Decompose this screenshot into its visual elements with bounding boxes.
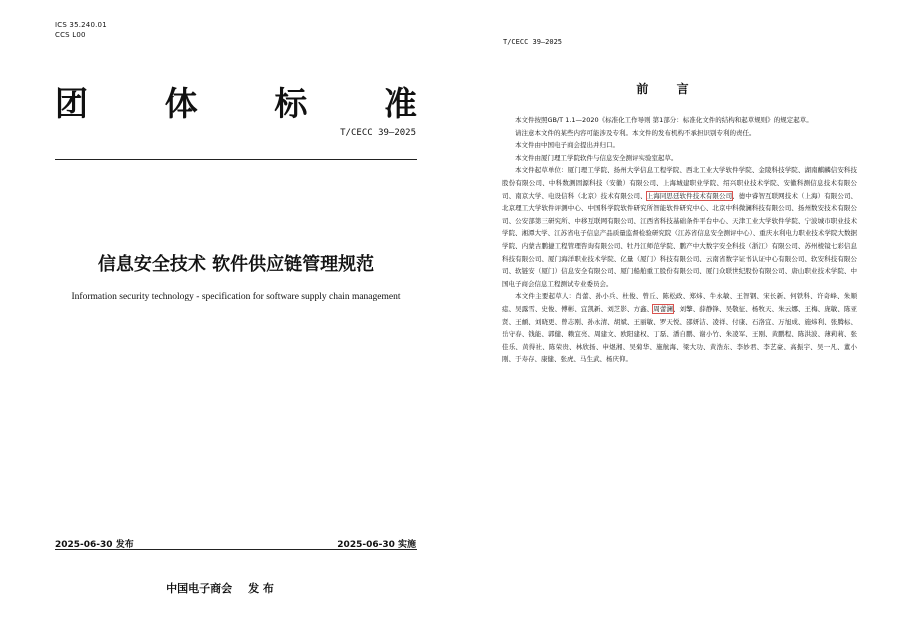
paragraph-patent-notice: 请注意本文件的某些内容可能涉及专利。本文件的发布机构不承担识别专利的责任。 (515, 128, 756, 137)
implementation-date: 2025-06-30 实施 (337, 540, 416, 550)
paragraph-drafting-lab: 本文件由厦门理工学院软件与信息安全测评实验室起草。 (515, 153, 678, 162)
title-char-3: 标 (274, 84, 308, 123)
paragraph-drafters (502, 290, 857, 366)
foreword-heading: 前 言 (636, 82, 701, 96)
highlighted-unit: 上海同思廷软件技术有限公司 (646, 191, 733, 200)
group-standard-title (55, 78, 417, 125)
foreword-body (502, 114, 857, 366)
drafters-part-2: 、刘擎、薛静锋、吴敬征、杨牧天、朱云娜、王梅、庞敏、陈亚贤、王頔、刘晓更、曾志刚、孙永清、胡斌、王丽敏、罗天悦、邵妍洁、凌祥、付康、石洛宜、万旭成、施炜利、张腾标、岳守春、钱能、郭健、赖宜亮、周建文、欧阳建权、丁磊、潘自鹏、谢小竹、朱凌军、王刚、黄鹏程、陈洪波、薄莉莉、张佳乐、黄得社、陈荣贵、林欣扬、申煜湘、吴菊华、施航海、梁大功、黄浩东、李妙君、李艺豪、高振宇、吴一凡、董小刚、于寿存、康健、张虎、马生武、杨庆仰。 (502, 304, 858, 364)
paragraph-gb-reference: 本文件按照GB/T 1.1—2020《标准化工作导则 第1部分：标准化文件的结构和起草规则》的规定起草。 (515, 116, 813, 124)
publisher-name: 中国电子商会 (166, 582, 233, 595)
document-title: 信息安全技术 软件供应链管理规范 (97, 254, 375, 275)
ics-code: ICS 35.240.01 (55, 21, 107, 29)
cover-page (0, 0, 440, 634)
top-divider (55, 159, 417, 160)
drafters-part-1: 本文件主要起草人：肖蕾、孙小兵、杜俊、曾丘、陈松政、郑炜、牛永敏、王智钢、宋长新、何铁科、许奇峰、朱顺痣、吴露雪、史俊、傅彬、宜凯新、刘芝影、方鑫、 (502, 292, 857, 313)
bottom-divider (55, 549, 417, 550)
publisher-line (0, 580, 440, 596)
ccs-code: CCS L00 (55, 31, 86, 39)
title-char-4: 准 (383, 84, 417, 123)
units-part-1: 本文件起草单位：厦门理工学院、扬州大学信息工程学院、西北工业大学软件学院、金陵科技学院、湖南麒麟信安科技股份有限公司、中科数测固源科技（安徽）有限公司、上海城建职业学院、绍兴职业技术学院、安徽科测信息技术有限公司、南京大学、电设信科（北京）技术有限公司、 (502, 166, 857, 200)
paragraph-proposer: 本文件由中国电子商会提出并归口。 (515, 141, 619, 150)
title-char-2: 体 (164, 84, 198, 123)
units-part-2: 、德中睿智互联网技术（上海）有限公司、北京理工大学软件评测中心、中国科学院软件研究所智能软件研究中心、北京中科微澜科技有限公司、扬州数安技术有限公司、公安部第三研究所、中移互联网有限公司、江西省科技基础条件平台中心、天津工业大学软件学院、宁波城市职业技术学院、湘潭大学、江苏省电子信息产品质量监督检验研究院（江苏省信息安全测评中心）、重庆水利电力职业技术学院大数据学院、内蒙古鹏捷工程管理咨询有限公司、牡丹江师范学院、鹏产中大数字安全科技（浙江）有限公司、苏州棱镜七彩信息科技有限公司、厦门海洋职业技术学院、亿量（厦门）科技有限公司、云南省数字证书认证中心有限公司、软安科技有限公司、软链安（厦门）信息安全有限公司、厦门船舶重工股份有限公司、厦门众联世纪股份有限公司、唐山职业技术学院、中国电子商会信息工程测试专业委员会。 (502, 191, 858, 288)
highlighted-drafter: 周蕾澜 (653, 304, 673, 313)
classification-codes (55, 20, 107, 40)
english-title: Information security technology - specification for software supply chain management (71, 292, 401, 302)
foreword-page (440, 0, 897, 634)
standard-number: T/CECC 39—2025 (340, 128, 416, 138)
page-header-code: T/CECC 39—2025 (503, 38, 563, 46)
paragraph-drafting-units (502, 164, 857, 290)
publish-word: 发 布 (248, 582, 274, 595)
title-char-1: 团 (55, 84, 88, 123)
issue-date: 2025-06-30 发布 (55, 540, 134, 550)
